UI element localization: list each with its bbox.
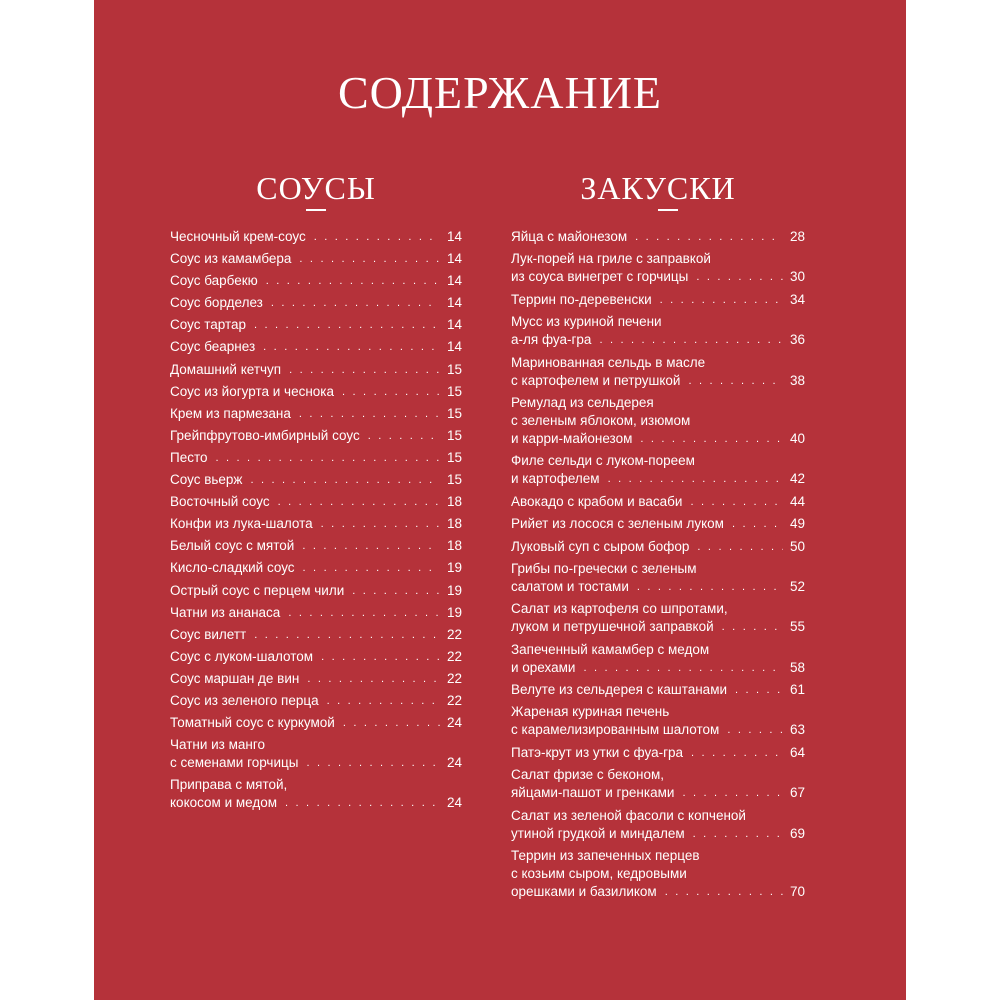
toc-entry-title <box>170 670 446 688</box>
page-number: 58 <box>789 659 805 675</box>
toc-entry-line: Террин по-деревенски <box>511 291 652 307</box>
section-divider-sauces <box>306 209 326 211</box>
toc-entry-title <box>170 493 446 511</box>
toc-entry-line: Запеченный камамбер с медом <box>511 641 710 657</box>
toc-entry-title <box>170 776 446 812</box>
dot-leader <box>266 272 440 290</box>
toc-entry[interactable] <box>170 272 462 290</box>
page-number: 61 <box>789 682 805 698</box>
toc-entry-title <box>511 452 789 488</box>
toc-entry-title <box>511 560 789 596</box>
toc-entry-line: Салат фризе с беконом, <box>511 767 665 783</box>
toc-entry-title <box>511 766 789 802</box>
dot-leader <box>352 582 440 600</box>
toc-entry-title <box>170 626 446 644</box>
toc-entry-line: Конфи из лука-шалота <box>170 516 313 532</box>
dot-leader <box>343 714 440 732</box>
toc-entry-line: и орехами <box>511 659 576 675</box>
page-number: 34 <box>789 291 805 307</box>
toc-entry[interactable] <box>170 250 462 268</box>
toc-entry-line: Домашний кетчуп <box>170 361 282 377</box>
dot-leader <box>727 721 783 739</box>
page-title: СОДЕРЖАНИЕ <box>337 67 663 118</box>
page-number: 19 <box>446 604 462 620</box>
page-number: 42 <box>789 471 805 487</box>
toc-entry[interactable] <box>170 537 462 555</box>
toc-entry-title <box>170 714 446 732</box>
toc-entry[interactable] <box>170 361 462 379</box>
toc-entry-line: Чесночный крем-соус <box>170 229 306 244</box>
toc-entry[interactable] <box>511 394 805 448</box>
toc-entry[interactable] <box>511 538 805 556</box>
toc-entry-line: и картофелем <box>511 471 600 487</box>
toc-entry[interactable] <box>170 316 462 334</box>
dot-leader <box>299 405 440 423</box>
page-number: 52 <box>789 578 805 594</box>
dot-leader <box>321 648 440 666</box>
dot-leader <box>722 618 783 636</box>
dot-leader <box>637 578 783 596</box>
toc-entry[interactable] <box>511 228 805 246</box>
toc-entry-line: луком и петрушечной заправкой <box>511 619 714 635</box>
dot-leader <box>306 754 440 772</box>
dot-leader <box>289 361 440 379</box>
toc-entry-line: Маринованная сельдь в масле <box>511 354 706 370</box>
toc-entry[interactable] <box>170 449 462 467</box>
toc-entry-line: Песто <box>170 449 208 465</box>
toc-entry[interactable] <box>170 405 462 423</box>
toc-entry-line: Филе сельди с луком-пореем <box>511 453 695 469</box>
toc-entry-title <box>170 228 446 246</box>
page-number: 15 <box>446 361 462 377</box>
dot-leader <box>696 268 783 286</box>
toc-entry-line: Кисло-сладкий соус <box>170 560 295 576</box>
section-title-sauces: СОУСЫ <box>256 170 376 206</box>
toc-entry-title <box>170 449 446 467</box>
toc-entry-title <box>511 394 789 448</box>
section-title-appetizers: ЗАКУСКИ <box>580 170 736 206</box>
toc-entry-title <box>170 559 446 577</box>
page-number: 63 <box>789 722 805 738</box>
toc-entry-line: из соуса винегрет с горчицы <box>511 269 689 285</box>
toc-entry-title <box>511 250 789 286</box>
page-number: 50 <box>789 538 805 554</box>
toc-entry[interactable] <box>170 670 462 688</box>
page-number: 36 <box>789 332 805 348</box>
toc-entry[interactable] <box>511 744 805 762</box>
toc-entry-line: Острый соус с перцем чили <box>170 582 345 598</box>
toc-entry-line: с семенами горчицы <box>170 755 299 771</box>
dot-leader <box>303 559 440 577</box>
dot-leader <box>690 493 783 511</box>
dot-leader <box>660 291 783 309</box>
toc-entry-title <box>511 228 789 246</box>
page-number: 38 <box>789 372 805 388</box>
toc-entry-title <box>170 294 446 312</box>
dot-leader <box>254 626 440 644</box>
page-number: 22 <box>446 626 462 642</box>
dot-leader <box>583 659 783 677</box>
toc-entry-line: Салат из зеленой фасоли с копченой <box>511 807 746 823</box>
toc-entry-title <box>170 316 446 334</box>
toc-entry[interactable] <box>511 250 805 286</box>
page-number: 14 <box>446 339 462 355</box>
contents-page <box>94 0 906 1000</box>
dot-leader <box>688 372 783 390</box>
toc-entry-line: утиной грудкой и миндалем <box>511 825 685 841</box>
toc-entry-title <box>511 538 789 556</box>
toc-entry[interactable] <box>170 582 462 600</box>
toc-entry-line: Восточный соус <box>170 494 270 510</box>
dot-leader <box>302 537 440 555</box>
toc-entry-line: Соус беарнез <box>170 339 256 355</box>
toc-entry[interactable] <box>170 648 462 666</box>
page-number: 24 <box>446 755 462 771</box>
toc-entry-line: Лук-порей на гриле с заправкой <box>511 251 711 267</box>
toc-entry-title <box>170 272 446 290</box>
toc-entry[interactable] <box>511 847 805 901</box>
toc-entry-line: Рийет из лосося с зеленым луком <box>511 516 724 532</box>
dot-leader <box>342 383 440 401</box>
toc-entry[interactable] <box>511 560 805 596</box>
toc-entry[interactable] <box>170 626 462 644</box>
page-number: 14 <box>446 317 462 333</box>
toc-entry-title <box>170 736 446 772</box>
toc-entry[interactable] <box>511 681 805 699</box>
page-number: 19 <box>446 582 462 598</box>
page-number: 24 <box>446 715 462 731</box>
page-number: 67 <box>789 785 805 801</box>
page-number: 64 <box>789 744 805 760</box>
page-number: 22 <box>446 692 462 708</box>
toc-entry[interactable] <box>170 692 462 710</box>
toc-entry-title <box>170 692 446 710</box>
dot-leader <box>368 427 440 445</box>
toc-entry-line: Приправа с мятой, <box>170 777 288 793</box>
toc-entry-title <box>511 641 789 677</box>
toc-entry[interactable] <box>170 338 462 356</box>
toc-entry[interactable] <box>170 776 462 812</box>
dot-leader <box>691 744 783 762</box>
toc-entry-title <box>170 537 446 555</box>
toc-entry[interactable] <box>511 493 805 511</box>
dot-leader <box>635 228 783 246</box>
toc-entry-title <box>511 291 789 309</box>
toc-entry[interactable] <box>170 493 462 511</box>
toc-entry-line: Белый соус с мятой <box>170 538 295 554</box>
toc-entry-title <box>511 493 789 511</box>
page-number: 24 <box>446 795 462 811</box>
toc-entry-line: Соус вьерж <box>170 472 243 488</box>
page-number: 14 <box>446 229 462 244</box>
dot-leader <box>288 604 440 622</box>
toc-entry-title <box>170 427 446 445</box>
toc-entry-line: Соус из зеленого перца <box>170 692 319 708</box>
toc-entry-line: Чатни из манго <box>170 737 266 753</box>
toc-entry-line: Соус с луком-шалотом <box>170 648 314 664</box>
toc-entry-line: Соус борделез <box>170 295 263 311</box>
dot-leader <box>732 515 783 533</box>
toc-entry-line: Соус из камамбера <box>170 251 292 267</box>
toc-entry[interactable] <box>170 294 462 312</box>
toc-entry-title <box>170 338 446 356</box>
dot-leader <box>665 883 783 901</box>
toc-entry[interactable] <box>511 515 805 533</box>
toc-entry[interactable] <box>170 604 462 622</box>
toc-entry[interactable] <box>511 291 805 309</box>
toc-entry[interactable] <box>170 515 462 533</box>
toc-entry[interactable] <box>170 228 462 246</box>
dot-leader <box>599 331 783 349</box>
dot-leader <box>735 681 783 699</box>
dot-leader <box>278 493 440 511</box>
dot-leader <box>314 228 440 246</box>
toc-entry-line: салатом и тостами <box>511 578 629 594</box>
dot-leader <box>299 250 440 268</box>
toc-entry-title <box>511 313 789 349</box>
toc-entry-line: Мусс из куриной печени <box>511 314 662 330</box>
page-number: 69 <box>789 825 805 841</box>
toc-entry-title <box>511 515 789 533</box>
toc-entry[interactable] <box>170 736 462 772</box>
dot-leader <box>640 430 783 448</box>
toc-entry-line: Яйца с майонезом <box>511 229 628 244</box>
toc-entry-title <box>511 807 789 843</box>
toc-column-sauces <box>170 228 462 816</box>
toc-entry[interactable] <box>511 452 805 488</box>
page-number: 40 <box>789 430 805 446</box>
toc-entry-line: Соус барбекю <box>170 273 258 289</box>
toc-entry-title <box>170 361 446 379</box>
toc-entry[interactable] <box>511 766 805 802</box>
toc-entry-line: Луковый суп с сыром бофор <box>511 538 690 554</box>
page-number: 14 <box>446 273 462 289</box>
dot-leader <box>307 670 440 688</box>
toc-entry-line: Соус тартар <box>170 317 247 333</box>
toc-entry-line: яйцами-пашот и гренками <box>511 785 675 801</box>
toc-entry-title <box>511 847 789 901</box>
toc-entry-line: Соус вилетт <box>170 626 247 642</box>
toc-entry-title <box>511 744 789 762</box>
toc-entry[interactable] <box>511 313 805 349</box>
page-number: 44 <box>789 493 805 509</box>
page-number: 18 <box>446 494 462 510</box>
toc-entry-title <box>170 648 446 666</box>
toc-entry-title <box>511 681 789 699</box>
toc-entry-title <box>170 250 446 268</box>
toc-entry[interactable] <box>170 427 462 445</box>
dot-leader <box>682 784 783 802</box>
toc-entry[interactable] <box>511 807 805 843</box>
page-number: 15 <box>446 472 462 488</box>
dot-leader <box>216 449 440 467</box>
toc-column-appetizers <box>511 228 805 905</box>
toc-entry-title <box>170 604 446 622</box>
dot-leader <box>608 470 783 488</box>
toc-entry-title <box>170 515 446 533</box>
toc-entry-line: с козьим сыром, кедровыми <box>511 866 687 882</box>
toc-entry-line: Томатный соус с куркумой <box>170 715 335 731</box>
toc-entry-line: Соус маршан де вин <box>170 670 300 686</box>
toc-entry-line: Велуте из сельдерея с каштанами <box>511 682 728 698</box>
toc-entry[interactable] <box>511 703 805 739</box>
page-number: 28 <box>789 229 805 244</box>
page-number: 22 <box>446 670 462 686</box>
page-number: 18 <box>446 538 462 554</box>
toc-entry-line: с карамелизированным шалотом <box>511 722 720 738</box>
toc-entry-title <box>511 600 789 636</box>
toc-entry-line: Грибы по-гречески с зеленым <box>511 560 697 576</box>
toc-entry-line: и карри-майонезом <box>511 430 633 446</box>
page-number: 30 <box>789 269 805 285</box>
page-number: 49 <box>789 516 805 532</box>
toc-entry-line: а-ля фуа-гра <box>511 332 592 348</box>
toc-entry[interactable] <box>511 354 805 390</box>
dot-leader <box>263 338 440 356</box>
page-number: 14 <box>446 295 462 311</box>
toc-entry-line: Соус из йогурта и чеснока <box>170 383 335 399</box>
page-number: 18 <box>446 516 462 532</box>
dot-leader <box>327 692 440 710</box>
toc-entry-line: Ремулад из сельдерея <box>511 394 654 410</box>
toc-entry-line: Грейпфрутово-имбирный соус <box>170 427 360 443</box>
toc-entry-title <box>511 703 789 739</box>
toc-entry[interactable] <box>511 600 805 636</box>
toc-entry-line: кокосом и медом <box>170 795 278 811</box>
dot-leader <box>271 294 440 312</box>
dot-leader <box>254 316 440 334</box>
section-divider-appetizers <box>658 209 678 211</box>
toc-entry-title <box>170 383 446 401</box>
toc-entry-title <box>170 471 446 489</box>
toc-entry-line: с зеленым яблоком, изюмом <box>511 412 691 428</box>
page-number: 15 <box>446 383 462 399</box>
dot-leader <box>285 794 440 812</box>
toc-entry-title <box>511 354 789 390</box>
toc-entry-line: Салат из картофеля со шпротами, <box>511 601 728 617</box>
toc-entry-line: Патэ-крут из утки с фуа-гра <box>511 744 684 760</box>
toc-entry-line: Террин из запеченных перцев <box>511 848 700 864</box>
page-number: 70 <box>789 884 805 900</box>
toc-entry[interactable] <box>170 714 462 732</box>
page-number: 14 <box>446 251 462 267</box>
dot-leader <box>693 825 783 843</box>
toc-entry-line: Жареная куриная печень <box>511 704 670 720</box>
dot-leader <box>250 471 440 489</box>
dot-leader <box>321 515 440 533</box>
page-number: 15 <box>446 427 462 443</box>
toc-entry[interactable] <box>170 383 462 401</box>
toc-entry-title <box>170 582 446 600</box>
toc-entry-line: Крем из пармезана <box>170 405 291 421</box>
page-number: 55 <box>789 619 805 635</box>
page-number: 19 <box>446 560 462 576</box>
page-number: 15 <box>446 449 462 465</box>
toc-entry-line: с картофелем и петрушкой <box>511 372 681 388</box>
toc-entry[interactable] <box>170 559 462 577</box>
toc-entry-line: Авокадо с крабом и васаби <box>511 493 683 509</box>
page-number: 22 <box>446 648 462 664</box>
toc-entry-line: Чатни из ананаса <box>170 604 281 620</box>
toc-entry-title <box>170 405 446 423</box>
dot-leader <box>697 538 783 556</box>
toc-entry[interactable] <box>511 641 805 677</box>
toc-entry-line: орешками и базиликом <box>511 884 657 900</box>
toc-entry[interactable] <box>170 471 462 489</box>
page-number: 15 <box>446 405 462 421</box>
